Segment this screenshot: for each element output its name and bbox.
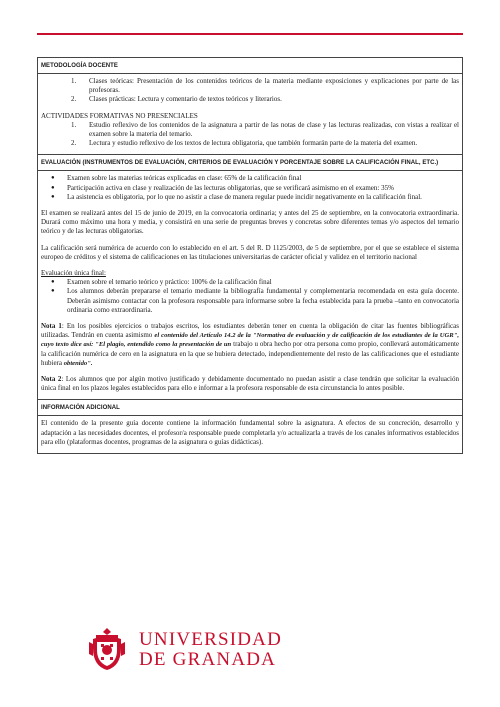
bullet-icon: ● [51, 279, 55, 286]
section-body-adicional [38, 416, 462, 453]
section-header-evaluacion: EVALUACIÓN (INSTRUMENTOS DE EVALUACIÓN, CRITERIOS DE EVALUACIÓN Y PORCENTAJE SOBRE LA CALIFICACIÓN FINAL, ETC.) [38, 155, 462, 171]
evaluacion-unica-title: Evaluación única final: [41, 269, 106, 278]
university-wordmark [139, 630, 282, 670]
nota-2-label: Nota 2 [41, 375, 62, 384]
nota-1-text-b: trabajo u obra hecho por otra persona como propio, conllevará automáticamente la calificación numérica de cero en la asignatura en la que se hubiera detectado, independientemente del resto de las calificaciones que el estudiante hubiera [41, 340, 460, 367]
criteria-list [41, 174, 459, 202]
list-item [41, 193, 459, 202]
list-text: Los alumnos deberán prepararse el temario mediante la bibliografía fundamental y complementaria recomendada en esta guía docente. Deberán asimismo contactar con la profesora responsable para informarse sobre la fecha establecida para la prueba –tanto en convocatoria ordinaria como extraordinaria. [67, 287, 459, 314]
section-evaluacion [37, 155, 463, 400]
crest-icon [87, 626, 127, 672]
bullet-icon: ● [51, 288, 55, 295]
list-text: Clases prácticas: Lectura y comentario de textos teóricos y literarios. [89, 95, 282, 104]
list-text: Estudio reflexivo de los contenidos de la asignatura a partir de las notas de clase y las lecturas realizadas, con vistas a realizar el examen sobre la materia del temario. [89, 120, 459, 139]
section-adicional [37, 400, 463, 454]
clases-list [41, 77, 459, 105]
list-text: Participación activa en clase y realización de las lecturas obligatorias, que se verificará asimismo en el examen: 35% [67, 183, 394, 192]
section-metodologia [37, 57, 463, 155]
exam-dates-paragraph: El examen se realizará antes del 15 de junio de 2019, en la convocatoria ordinaria; y antes del 25 de septiembre, en la convocatoria extraordinaria. Durará como máximo una hora y media, y consistirá en una serie de preguntas breves y concretas sobre diferentes temas y/o aspectos del temario teórico y de las lecturas obligatorias. [41, 209, 459, 236]
nota-1-highlight-end: obtenido". [63, 359, 93, 367]
bullet-icon: ● [51, 184, 55, 191]
wordmark-line-2: DE GRANADA [139, 649, 277, 670]
actividades-list [41, 121, 459, 149]
nota-1-text-a: : En los posibles ejercicios o trabajos escritos, los estudiantes deberán tener en cuenta la obligación de citar las fuentes bibliográficas utilizadas. Tendrán en cuenta asimismo [41, 322, 459, 340]
nota-2-paragraph [41, 375, 459, 393]
list-text: Examen sobre el temario teórico y práctico: 100% de la calificación final [67, 278, 272, 287]
top-red-rule [37, 33, 463, 35]
section-body-metodologia [38, 74, 462, 154]
wordmark-line-1: UNIVERSIDAD [139, 629, 283, 650]
nota-1-paragraph [41, 322, 459, 368]
nota-2-text: : Los alumnos que por algún motivo justificado y debidamente documentado no puedan asistir a clase tendrán que solicitar la evaluación única final en los plazos legales establecidos para ello e informar a la profesora responsable de esta circunstancia lo antes posible. [41, 375, 459, 393]
list-text: Lectura y estudio reflexivo de los textos de lectura obligatoria, que también formarán parte de la materia del examen. [89, 139, 418, 148]
list-text: La asistencia es obligatoria, por lo que no asistir a clase de manera regular puede incidir negativamente en la calificación final. [67, 192, 422, 201]
subheading-actividades: ACTIVIDADES FORMATIVAS NO PRESENCIALES [41, 111, 198, 120]
evaluacion-unica-list [41, 278, 459, 315]
list-item [41, 121, 459, 139]
list-item [41, 174, 459, 183]
list-item [41, 95, 459, 104]
list-item [41, 287, 459, 315]
list-item [41, 77, 459, 95]
list-text: Clases teóricas: Presentación de los contenidos teóricos de la materia mediante exposiciones y explicaciones por parte de las profesoras. [89, 77, 459, 95]
list-number: 2. [71, 139, 77, 148]
section-body-evaluacion [38, 171, 462, 399]
adicional-paragraph: El contenido de la presente guía docente contiene la información fundamental sobre la asignatura. A efectos de su concreción, desarrollo y adaptación a las necesidades docentes, el profesor/a responsable puede completarla y/o actualizarla a través de los canales informativos establecidos para ello (plataformas docentes, programas de la asignatura o guías didácticas). [41, 419, 459, 446]
list-number: 1. [71, 120, 77, 129]
nota-1-label: Nota 1 [41, 322, 62, 331]
section-header-metodologia: METODOLOGÍA DOCENTE [38, 58, 462, 74]
list-number: 1. [71, 77, 77, 85]
document-body [37, 57, 463, 454]
grading-paragraph: La calificación será numérica de acuerdo con lo establecido en el art. 5 del R. D 1125/2003, de 5 de septiembre, por el que se establece el sistema europeo de créditos y el sistema de calificaciones en las titulaciones universitarias de carácter oficial y validez en el territorio nacional [41, 243, 459, 261]
list-item [41, 278, 459, 287]
bullet-icon: ● [51, 175, 55, 182]
section-header-adicional: INFORMACIÓN ADICIONAL [38, 400, 462, 416]
list-text: Examen sobre las materias teóricas explicadas en clase: 65% de la calificación final [67, 174, 302, 183]
nota-1-highlight: el contenido del Artículo 14.2 de la "Normativa de evaluación y de calificación de los estudiantes de la UGR", cuyo texto dice así: "El plagio, entendido como la presentación de un [41, 332, 459, 349]
list-item [41, 184, 459, 193]
university-logo [87, 626, 407, 672]
bullet-icon: ● [51, 193, 55, 200]
list-number: 2. [71, 95, 77, 104]
list-item [41, 139, 459, 148]
